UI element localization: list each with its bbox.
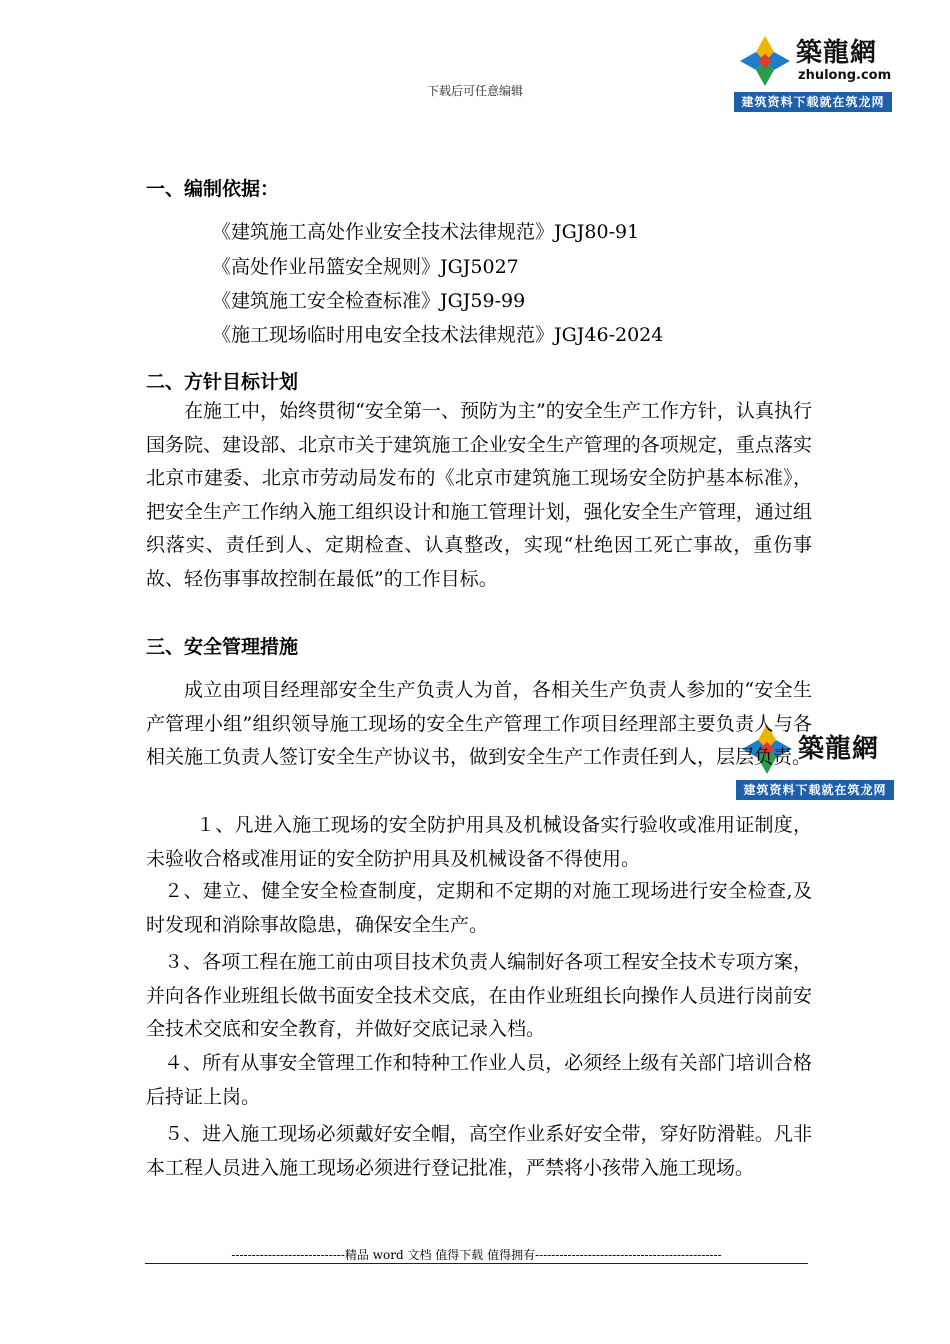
section-3-intro: 成立由项目经理部安全生产负责人为首，各相关生产负责人参加的“安全生产管理小组”组织领导施工现场的安全生产管理工作项目经理部主要负责人与各相关施工负责人签订安全生产协议书，做到安全生产工作责任到人，层层负责。 [146, 679, 812, 768]
zhulong-logo [734, 30, 892, 112]
section-2-heading: 二、方针目标计划 [146, 371, 299, 393]
footer-note: ----------------------------精品 word 文档 值得下载 值得拥有---------------------------------------------- [231, 1248, 722, 1262]
measure-item: ２、建立、健全安全检查制度，定期和不定期的对施工现场进行安全检查,及时发现和消除事故隐患，确保安全生产。 [146, 880, 812, 936]
measure-item: ４、所有从事安全管理工作和特种工作业人员，必须经上级有关部门培训合格后持证上岗。 [146, 1052, 812, 1108]
section-2-paragraph: 在施工中，始终贯彻“安全第一、预防为主”的安全生产工作方针，认真执行国务院、建设部、北京市关于建筑施工企业安全生产管理的各项规定，重点落实北京市建委、北京市劳动局发布的《北京市建筑施工现场安全防护基本标准》，把安全生产工作纳入施工组织设计和施工管理计划，强化安全生产管理，通过组织落实、责任到人、定期检查、认真整改，实现“杜绝因工死亡事故，重伤事故、轻伤事事故控制在最低”的工作目标。 [146, 400, 812, 590]
reference-item: 《高处作业吊篮安全规则》JGJ5027 [212, 256, 519, 278]
footer-divider [145, 1263, 808, 1264]
reference-item: 《施工现场临时用电安全技术法律规范》JGJ46-2024 [212, 324, 664, 346]
logo-domain: zhulong.com [798, 68, 892, 83]
measure-item: １、凡进入施工现场的安全防护用具及机械设备实行验收或准用证制度，未验收合格或准用证的安全防护用具及机械设备不得使用。 [146, 814, 812, 870]
reference-item: 《建筑施工高处作业安全技术法律规范》JGJ80-91 [212, 221, 640, 243]
logo-name-cn: 築龍網 [798, 734, 880, 764]
zhulong-diamond-icon [736, 32, 794, 90]
measure-item: ３、各项工程在施工前由项目技术负责人编制好各项工程安全技术专项方案，并向各作业班组长做书面安全技术交底，在由作业班组长向操作人员进行岗前安全技术交底和安全教育，并做好交底记录入档。 [146, 951, 812, 1040]
logo-tagline: 建筑资料下载就在筑龙网 [734, 92, 892, 112]
section-1-heading: 一、编制依据： [146, 178, 280, 200]
measure-item: ５、进入施工现场必须戴好安全帽，高空作业系好安全带，穿好防滑鞋。凡非本工程人员进入施工现场必须进行登记批准，严禁将小孩带入施工现场。 [146, 1123, 812, 1179]
section-3-heading: 三、安全管理措施 [146, 636, 299, 658]
header-note: 下载后可任意编辑 [426, 84, 523, 98]
logo-name-cn: 築龍網 [796, 38, 878, 68]
reference-item: 《建筑施工安全检查标准》JGJ59-99 [212, 290, 526, 312]
logo-tagline: 建筑资料下载就在筑龙网 [736, 780, 894, 800]
